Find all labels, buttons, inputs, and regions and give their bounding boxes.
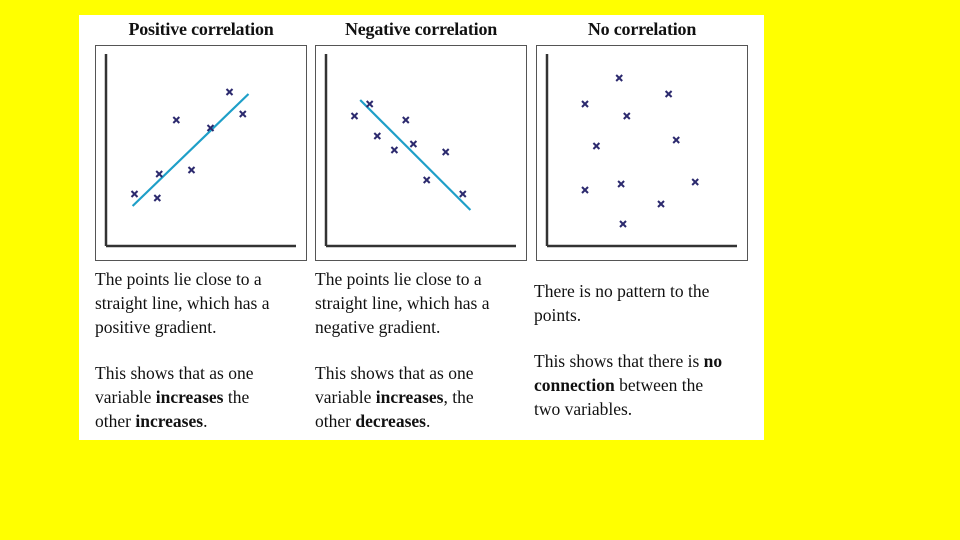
caption-none — [534, 279, 722, 421]
caption-line: The points lie close to a — [95, 269, 262, 289]
caption-line: straight line, which has a — [95, 293, 270, 313]
data-point — [410, 141, 416, 147]
data-point — [692, 179, 698, 185]
caption-text: This shows that there is — [534, 351, 704, 371]
data-point — [460, 191, 466, 197]
caption-line: points. — [534, 305, 582, 325]
caption-text: other — [315, 411, 356, 431]
slide-card — [79, 15, 764, 440]
data-point — [154, 195, 160, 201]
trend-line — [133, 94, 249, 206]
caption-line: positive gradient. — [95, 317, 217, 337]
data-point — [173, 117, 179, 123]
caption-spacer — [315, 339, 489, 361]
data-point — [620, 221, 626, 227]
caption-spacer — [95, 339, 269, 361]
panel-title-negative: Negative correlation — [344, 19, 498, 39]
panel-positive — [87, 15, 315, 440]
scatter-plot-positive — [96, 46, 305, 259]
caption-text: . — [425, 411, 431, 431]
data-point — [666, 91, 672, 97]
caption-negative — [315, 267, 489, 433]
caption-text: variable — [315, 387, 376, 407]
caption-text: variable — [95, 387, 156, 407]
data-point — [424, 177, 430, 183]
data-point — [673, 137, 679, 143]
plot-frame-none — [536, 45, 748, 261]
caption-line: There is no pattern to the — [534, 281, 710, 301]
caption-line — [315, 385, 489, 409]
caption-emphasis: decreases — [355, 411, 426, 431]
data-point — [593, 143, 599, 149]
data-point — [227, 89, 233, 95]
caption-line: This shows that as one — [95, 363, 254, 383]
data-point — [132, 191, 138, 197]
data-point — [391, 147, 397, 153]
caption-emphasis: no — [703, 351, 723, 371]
data-point — [352, 113, 358, 119]
caption-line: straight line, which has a — [315, 293, 490, 313]
data-point — [658, 201, 664, 207]
data-point — [443, 149, 449, 155]
panel-none — [528, 15, 756, 440]
data-point — [240, 111, 246, 117]
data-point — [582, 101, 588, 107]
caption-line: negative gradient. — [315, 317, 441, 337]
caption-line — [95, 409, 269, 433]
caption-text: the — [223, 387, 250, 407]
data-point — [403, 117, 409, 123]
data-point — [582, 187, 588, 193]
caption-line — [315, 409, 489, 433]
caption-text: other — [95, 411, 136, 431]
caption-line: The points lie close to a — [315, 269, 482, 289]
caption-line: two variables. — [534, 399, 633, 419]
plot-frame-positive — [95, 45, 307, 261]
panel-title-none: No correlation — [587, 19, 697, 39]
caption-line: This shows that as one — [315, 363, 474, 383]
caption-positive — [95, 267, 269, 433]
caption-emphasis: increases — [375, 387, 444, 407]
data-point — [156, 171, 162, 177]
scatter-plot-none — [537, 46, 746, 259]
plot-frame-negative — [315, 45, 527, 261]
caption-spacer — [534, 327, 722, 349]
panel-negative — [307, 15, 535, 440]
caption-emphasis: increases — [155, 387, 224, 407]
panel-title-positive: Positive correlation — [128, 19, 274, 39]
caption-text: between the — [614, 375, 704, 395]
caption-line — [534, 373, 722, 397]
caption-line — [95, 385, 269, 409]
caption-line — [534, 349, 722, 373]
data-point — [624, 113, 630, 119]
data-point — [367, 101, 373, 107]
caption-text: . — [203, 411, 208, 431]
scatter-plot-negative — [316, 46, 525, 259]
caption-emphasis: connection — [534, 375, 615, 395]
caption-text: , the — [443, 387, 474, 407]
trend-line — [360, 100, 470, 210]
data-point — [189, 167, 195, 173]
data-point — [618, 181, 624, 187]
data-point — [374, 133, 380, 139]
caption-emphasis: increases — [135, 411, 204, 431]
data-point — [616, 75, 622, 81]
